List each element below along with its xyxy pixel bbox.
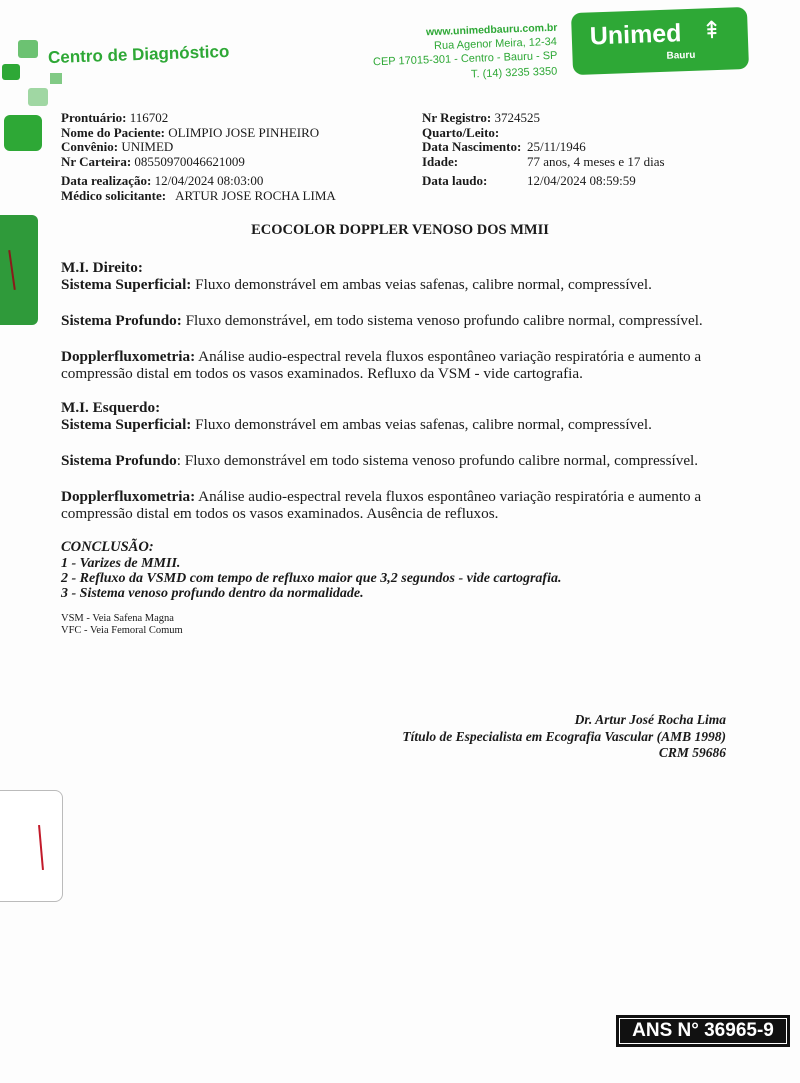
- conclusion: [61, 539, 562, 637]
- patient-info-left: Prontuário: 116702 Nome do Paciente: OLIMPIO JOSE PINHEIRO Convênio: UNIMED Nr Carteira: 08550970046621009 Data realização: 12/04/2024 08:03:00 Médico solicitante: ARTUR JOSE ROCHA LIMA: [61, 110, 336, 203]
- center-name: Centro de Diagnóstico: [47, 41, 230, 68]
- logo-square: [50, 73, 62, 84]
- binder-tab-white: [0, 790, 63, 902]
- abbreviation: VFC - Veia Femoral Comum: [61, 625, 183, 636]
- website: www.unimedbauru.com.br: [425, 21, 558, 39]
- medico: ARTUR JOSE ROCHA LIMA: [175, 187, 336, 203]
- report-body: M.I. Direito: Sistema Superficial: Fluxo demonstrável em ambas veias safenas, calibre normal, compressível. Sistema Profundo: Fluxo demonstrável, em todo sistema venoso profundo calibre normal, compressível. Dopplerfluxometria: Análise audio-espectral revela fluxos espontâneo variação respiratória e aumento a compressão distal em todos os vasos examinados. Refluxo da VSM - vide cartografia. M.I. Esquerdo: Sistema Superficial: Fluxo demonstrável em ambas veias safenas, calibre normal, compressível. Sistema Profundo: Fluxo demonstrável em todo sistema venoso profundo calibre normal, compressível. Dopplerfluxometria: Análise audio-espectral revela fluxos espontâneo variação respiratória e aumento a compressão distal em todos os vasos examinados. Ausência de refluxos.: [61, 259, 703, 522]
- convenio: UNIMED: [121, 139, 174, 154]
- logo-city: Bauru: [666, 49, 696, 62]
- data-realizacao: 12/04/2024 08:03:00: [154, 173, 264, 188]
- conclusion-item: 1 - Varizes de MMII.: [61, 556, 181, 571]
- patient-name: OLIMPIO JOSE PINHEIRO: [168, 124, 320, 140]
- address-line1: Rua Agenor Meira, 12-34: [433, 35, 558, 53]
- idade: 77 anos, 4 meses e 17 dias: [527, 153, 665, 169]
- tree-icon: ⇞: [701, 16, 723, 45]
- carteira: 08550970046621009: [134, 153, 245, 169]
- signature-crm: CRM 59686: [658, 745, 726, 760]
- signature-name: Dr. Artur José Rocha Lima: [574, 712, 726, 727]
- registro: 3724525: [494, 110, 540, 125]
- patient-info-right: Nr Registro: 3724525 Quarto/Leito: Data Nascimento: 25/11/1946 Idade: 77 anos, 4 meses e 17 dias Data laudo: 12/04/2024 08:59:59: [422, 110, 665, 188]
- conclusion-item: 2 - Refluxo da VSMD com tempo de refluxo maior que 3,2 segundos - vide cartografia.: [61, 571, 562, 586]
- logo-square: [28, 88, 48, 106]
- unimed-logo: [571, 7, 749, 75]
- address-line2: CEP 17015-301 - Centro - Bauru - SP: [372, 49, 558, 69]
- logo-square: [2, 64, 20, 80]
- nascimento: 25/11/1946: [527, 139, 586, 154]
- conclusion-heading: CONCLUSÃO:: [61, 539, 154, 555]
- conclusion-item: 3 - Sistema venoso profundo dentro da normalidade.: [61, 586, 364, 601]
- right-heading: M.I. Direito:: [61, 259, 143, 276]
- logo-name: Unimed: [589, 19, 682, 51]
- left-heading: M.I. Esquerdo:: [61, 399, 161, 416]
- data-laudo: 12/04/2024 08:59:59: [527, 173, 636, 188]
- ans-stamp: ANS N° 36965-9: [616, 1015, 790, 1047]
- report-title: ECOCOLOR DOPPLER VENOSO DOS MMII: [251, 222, 549, 238]
- logo-square: [4, 115, 42, 151]
- signature-title: Título de Especialista em Ecografia Vascular (AMB 1998): [402, 729, 726, 744]
- abbreviation: VSM - Veia Safena Magna: [61, 613, 174, 624]
- logo-square: [18, 40, 38, 58]
- prontuario: 116702: [129, 110, 169, 125]
- phone: T. (14) 3235 3350: [470, 65, 558, 81]
